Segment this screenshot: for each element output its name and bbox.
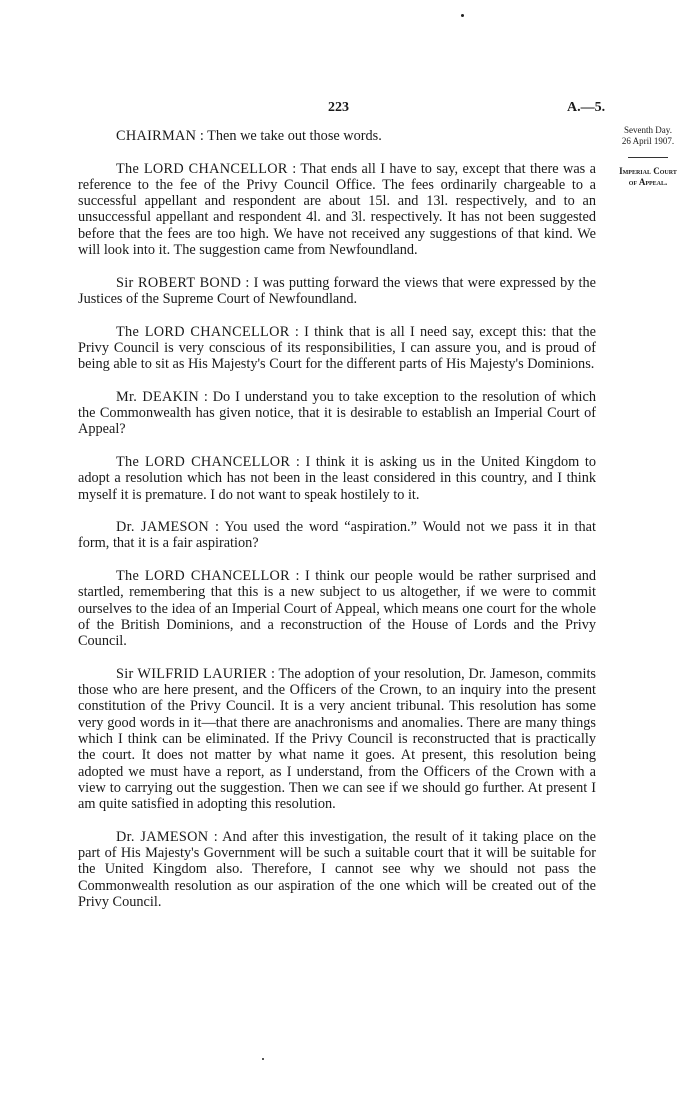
speech-text: I was putting forward the views that were expressed by the Justices of the Supreme Court of Newfoundland. (78, 274, 597, 307)
speech-text: I think our people would be rather surprised and startled, remembering that this is a new subject to us altogether, if we were to commit ourselves to the idea of an Imperial Court of Appeal, which means one court for the whole of the British Dominions, and a reconstruction of the House of Lords and the Privy Council. (78, 568, 596, 650)
paragraph-chairman: CHAIRMAN : Then we take out those words. (116, 128, 382, 144)
speaker-name: Mr. DEAKIN (116, 388, 199, 405)
margin-topic-line1: Imperial Court (619, 166, 677, 176)
document-reference: A.—5. (567, 100, 606, 115)
page-number: 223 (328, 100, 349, 115)
speaker-name: Dr. JAMESON (116, 828, 209, 845)
speech-text: You used the word “aspiration.” Would not we pass it in that form, that it is a fair aspiration? (78, 519, 597, 552)
paragraph-robert-bond: Sir ROBERT BOND : I was putting forward the views that were expressed by the Justices of the Supreme Court of Newfoundland. (78, 274, 597, 307)
speech-text: I think that is all I need say, except this: that the Privy Council is very conscious of its responsibilities, I can assure you, and is proud of being able to sit as His Majesty's Court for the different parts of His Majesty's Dominions. (78, 323, 596, 373)
speaker-name: The LORD CHANCELLOR (116, 568, 290, 585)
speech-text: I think it is asking us in the United Kingdom to adopt a resolution which has not been in the least considered in this country, and I think myself it is premature. I do not want to speak hostilely to it. (78, 453, 596, 503)
speaker-name: The LORD CHANCELLOR (116, 453, 291, 470)
speaker-name: The LORD CHANCELLOR (116, 160, 288, 177)
paragraph-lord-chancellor-privy-council: The LORD CHANCELLOR : I think that is all I need say, except this: that the Privy Council is very conscious of its responsibilities, I can assure you, and is proud of being able to sit as His Majesty's Court for the different parts of His Majesty's Dominions. (78, 323, 596, 373)
speech-text: That ends all I have to say, except that there was a reference to the fee of the Privy Council Office. The fees ordinarily chargeable to a successful appellant and respondent are about 15l. and 13l. respectively, and to an unsuccessful appellant and respondent 4l. and 3l. respectively. It has not been suggested before that the fees are too high. We have not received any suggestions of that kind. We will look into it. The suggestion came from Newfoundland. (78, 160, 596, 259)
paragraph-lord-chancellor-premature: The LORD CHANCELLOR : I think it is asking us in the United Kingdom to adopt a resolution which has not been in the least considered in this country, and I think myself it is premature. I do not want to speak hostilely to it. (78, 453, 596, 503)
paragraph-lord-chancellor-surprised: The LORD CHANCELLOR : I think our people would be rather surprised and startled, remembering that this is a new subject to us altogether, if we were to commit ourselves to the idea of an Imperial Court of Appeal, which means one court for the whole of the British Dominions, and a reconstruction of the House of Lords and the Privy Council. (78, 568, 596, 650)
speaker-name: Sir ROBERT BOND (116, 274, 242, 291)
scan-speck (262, 1058, 264, 1060)
paragraph-laurier: Sir WILFRID LAURIER : The adoption of your resolution, Dr. Jameson, commits those who are here present, and the Officers of the Crown, to an inquiry into the present constitution of the Privy Council. It is a very ancient tribunal. This resolution has some very good words in it—that there are anachronisms and anomalies. There are many things which I think can be eliminated. If the Privy Council is reconstructed that is practically the court. It does not matter by what name it goes. At present, this resolution being adopted we must have a report, as I understand, from the Officers of the Crown with a view to carrying out the suggestion. Then we can see if we should go further. At present I am quite satisfied in adopting this resolution. (78, 665, 596, 813)
margin-date: 26 April 1907. (621, 136, 675, 146)
margin-date-note (612, 125, 684, 147)
margin-topic-line2: of Appeal. (628, 177, 668, 187)
margin-topic-note (612, 166, 684, 188)
speaker-name: The LORD CHANCELLOR (116, 323, 290, 340)
speech-text: The adoption of your resolution, Dr. Jameson, commits those who are here present, and the Officers of the Crown, to an inquiry into the present constitution of the Privy Council. It is a very ancient tribunal. This resolution has some very good words in it—that there are anachronisms and anomalies. There are many things which I think can be eliminated. If the Privy Council is reconstructed that is practically the court. It does not matter by what name it goes. At present, this resolution being adopted we must have a report, as I understand, from the Officers of the Crown with a view to carrying out the suggestion. Then we can see if we should go further. At present I am quite satisfied in adopting this resolution. (78, 665, 596, 813)
speech-text: Then we take out those words. (207, 128, 382, 144)
transcript-body (78, 128, 596, 927)
speech-text: Do I understand you to take exception to the resolution of which the Commonwealth has given notice, that it is desirable to establish an Imperial Court of Appeal? (78, 388, 596, 438)
margin-day: Seventh Day. (624, 125, 672, 135)
paragraph-deakin: Mr. DEAKIN : Do I understand you to take exception to the resolution of which the Commonwealth has given notice, that it is desirable to establish an Imperial Court of Appeal? (78, 388, 596, 438)
scan-speck (461, 14, 464, 17)
paragraph-lord-chancellor-fees: The LORD CHANCELLOR : That ends all I have to say, except that there was a reference to the fee of the Privy Council Office. The fees ordinarily chargeable to a successful appellant and respondent are about 15l. and 13l. respectively, and to an unsuccessful appellant and respondent 4l. and 3l. respectively. It has not been suggested before that the fees are too high. We have not received any suggestions of that kind. We will look into it. The suggestion came from Newfoundland. (78, 160, 596, 259)
speech-text: And after this investigation, the result of it taking place on the part of His Majesty's Government will be such a suitable court that it will be suitable for the United Kingdom also. Therefore, I cannot see why we should not pass the Commonwealth resolution as our aspiration of the one which will be created out of the Privy Council. (78, 828, 596, 910)
margin-divider (628, 157, 668, 158)
paragraph-jameson-investigation: Dr. JAMESON : And after this investigation, the result of it taking place on the part of His Majesty's Government will be such a suitable court that it will be suitable for the United Kingdom also. Therefore, I cannot see why we should not pass the Commonwealth resolution as our aspiration of the one which will be created out of the Privy Council. (78, 828, 596, 910)
speaker-name: CHAIRMAN (116, 128, 197, 144)
speaker-name: Sir WILFRID LAURIER (116, 665, 268, 682)
speaker-name: Dr. JAMESON (116, 519, 210, 536)
paragraph-jameson-aspiration: Dr. JAMESON : You used the word “aspiration.” Would not we pass it in that form, that it is a fair aspiration? (78, 519, 597, 552)
